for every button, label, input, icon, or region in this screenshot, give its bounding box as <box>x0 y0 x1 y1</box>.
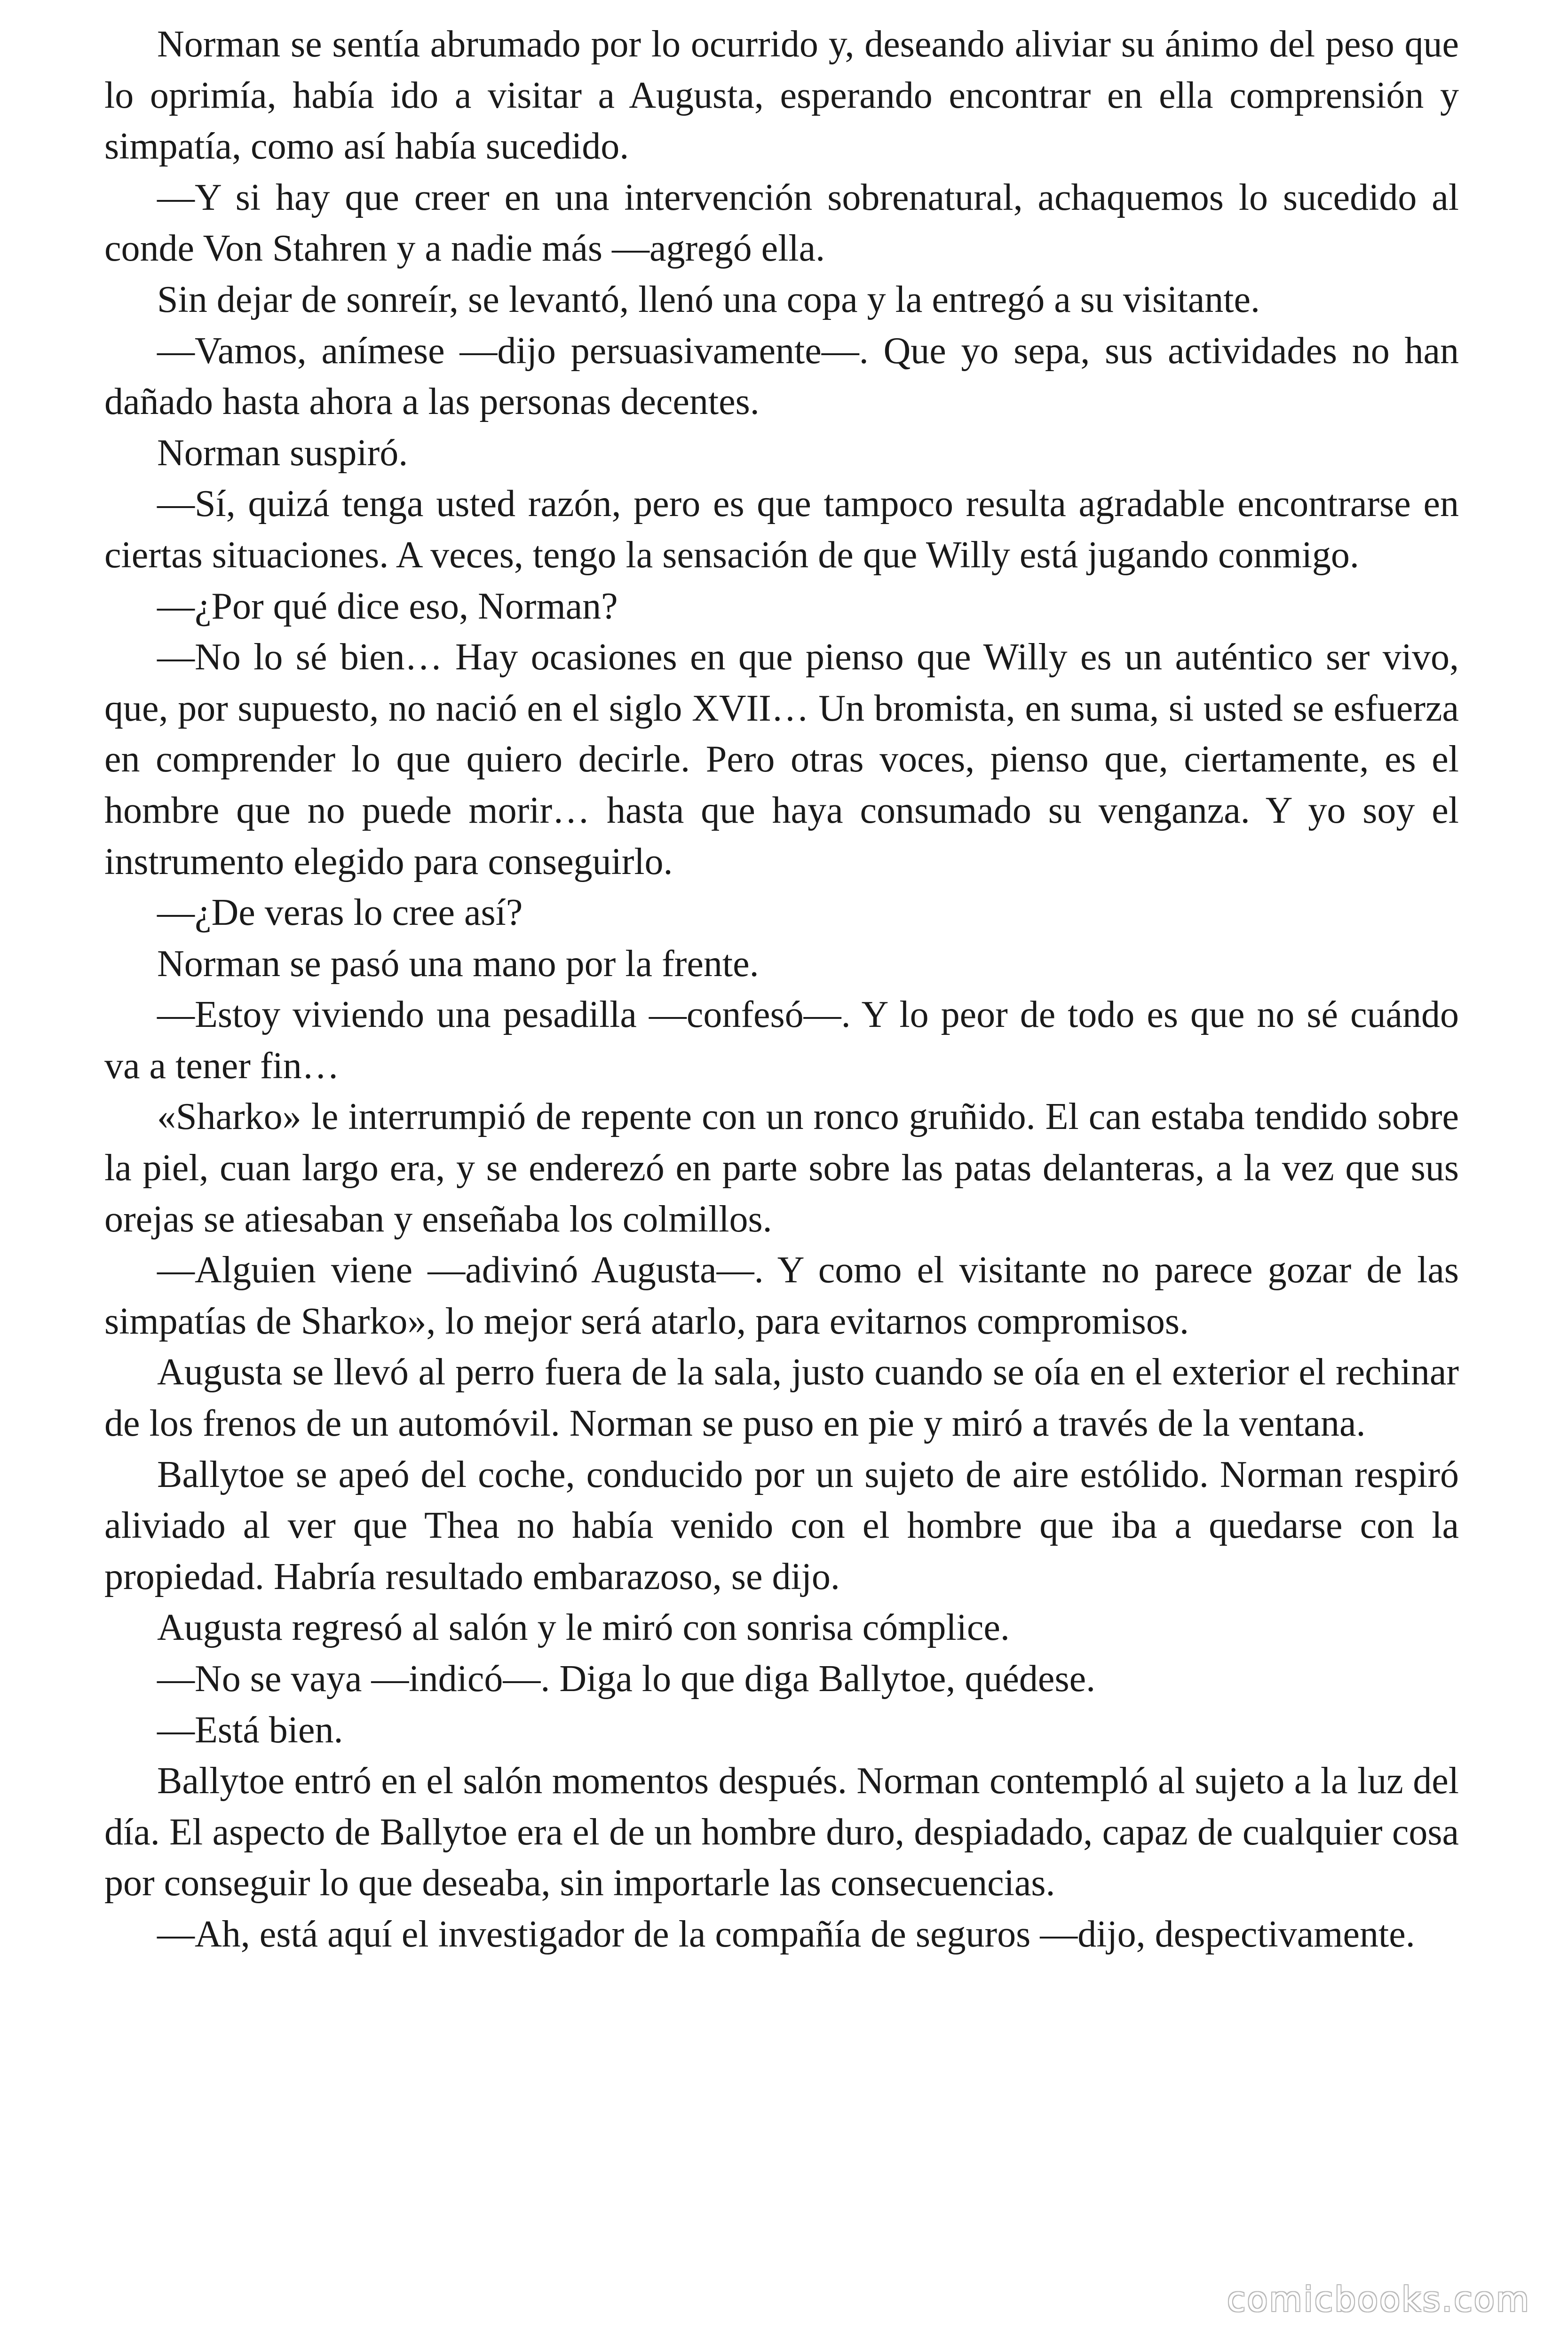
paragraph: —Está bien. <box>157 1709 343 1751</box>
paragraph: —Vamos, anímese —dijo persuasivamente—. Que yo sepa, sus actividades no han dañado hasta ahora a las personas decentes. <box>104 330 1459 423</box>
paragraph: Augusta regresó al salón y le miró con sonrisa cómplice. <box>157 1607 1010 1649</box>
paragraph: —Alguien viene —adivinó Augusta—. Y como el visitante no parece gozar de las simpatías de Sharko», lo mejor será atarlo, para evitarnos compromisos. <box>104 1249 1459 1342</box>
paragraph: —Estoy viviendo una pesadilla —confesó—. Y lo peor de todo es que no sé cuándo va a tener fin… <box>104 994 1459 1087</box>
paragraph: Norman se pasó una mano por la frente. <box>157 943 759 985</box>
paragraph: Norman suspiró. <box>157 432 408 474</box>
paragraph: «Sharko» le interrumpió de repente con un ronco gruñido. El can estaba tendido sobre la piel, cuan largo era, y se enderezó en parte sobre las patas delanteras, a la vez que sus orejas se atiesaban y enseñaba los colmillos. <box>104 1096 1459 1240</box>
watermark: comicbooks.com <box>1227 2280 1530 2319</box>
paragraph: —Ah, está aquí el investigador de la compañía de seguros —dijo, despectivamente. <box>157 1913 1415 1955</box>
paragraph: —¿De veras lo cree así? <box>157 892 523 934</box>
paragraph: —No lo sé bien… Hay ocasiones en que pienso que Willy es un auténtico ser vivo, que, por supuesto, no nació en el siglo XVII… Un bromista, en suma, si usted se esfuerza en comprender lo que quiero decirle. Pero otras voces, pienso que, ciertamente, es el hombre que no puede morir… hasta que haya consumado su venganza. Y yo soy el instrumento elegido para conseguirlo. <box>104 636 1459 882</box>
page-body <box>104 19 1459 1960</box>
paragraph: —Sí, quizá tenga usted razón, pero es que tampoco resulta agradable encontrarse en ciertas situaciones. A veces, tengo la sensación de que Willy está jugando conmigo. <box>104 483 1459 576</box>
paragraph: Norman se sentía abrumado por lo ocurrido y, deseando aliviar su ánimo del peso que lo oprimía, había ido a visitar a Augusta, esperando encontrar en ella comprensión y simpatía, como así había sucedido. <box>104 24 1459 167</box>
paragraph: —¿Por qué dice eso, Norman? <box>157 585 618 627</box>
paragraph: Sin dejar de sonreír, se levantó, llenó una copa y la entregó a su visitante. <box>157 278 1260 320</box>
paragraph: —Y si hay que creer en una intervención sobrenatural, achaquemos lo sucedido al conde Von Stahren y a nadie más —agregó ella. <box>104 176 1459 270</box>
paragraph: Ballytoe entró en el salón momentos después. Norman contempló al sujeto a la luz del día. El aspecto de Ballytoe era el de un hombre duro, despiadado, capaz de cualquier cosa por conseguir lo que deseaba, sin importarle las consecuencias. <box>104 1760 1459 1904</box>
paragraph: Augusta se llevó al perro fuera de la sala, justo cuando se oía en el exterior el rechinar de los frenos de un automóvil. Norman se puso en pie y miró a través de la ventana. <box>104 1351 1459 1445</box>
paragraph: Ballytoe se apeó del coche, conducido por un sujeto de aire estólido. Norman respiró aliviado al ver que Thea no había venido con el hombre que iba a quedarse con la propiedad. Habría resultado embarazoso, se dijo. <box>104 1454 1459 1597</box>
paragraph: —No se vaya —indicó—. Diga lo que diga Ballytoe, quédese. <box>157 1658 1096 1700</box>
